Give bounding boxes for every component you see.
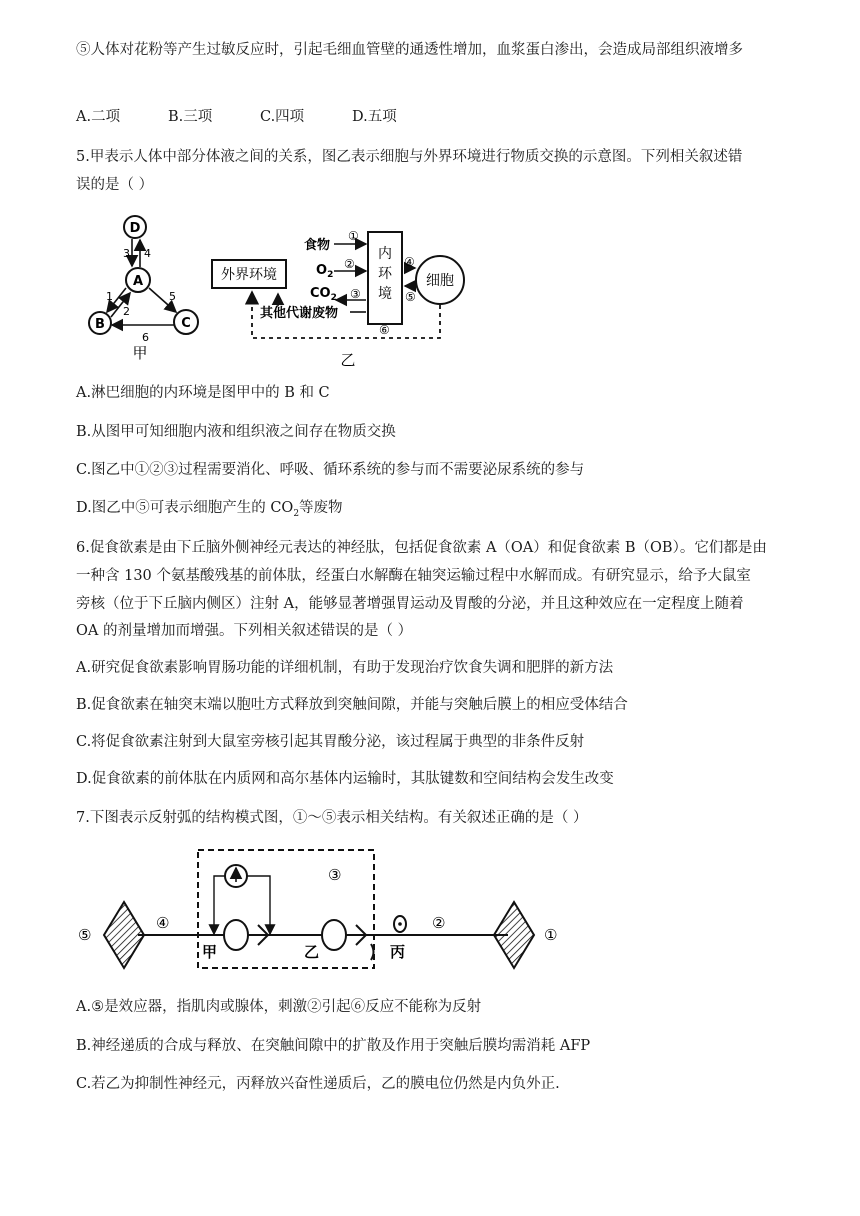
label-3: ③	[328, 866, 342, 884]
q5-stem-line-1: 5.甲表示人体中部分体液之间的关系，图乙表示细胞与外界环境进行物质交换的示意图。下列相关叙述错	[76, 149, 743, 165]
figure-jia-caption: 甲	[132, 344, 148, 362]
arrow-label-2: 2	[123, 305, 130, 318]
q6-stem-line-2: 一种含 130 个氨基酸残基的前体肽，经蛋白水解酶在轴突运输过程中水解而成。有研究显示，给予大鼠室	[76, 568, 751, 584]
q7-option-b: B.神经递质的合成与释放、在突触间隙中的扩散及作用于突触后膜均需消耗 AFP	[76, 1038, 591, 1054]
q7-option-c: C.若乙为抑制性神经元，丙释放兴奋性递质后，乙的膜电位仍然是内负外正.	[76, 1076, 560, 1092]
arrow-label-3: 3	[123, 247, 130, 260]
outer-environment-label: 外界环境	[221, 267, 277, 283]
node-b-label: B	[95, 317, 105, 332]
q6-stem-line-3: 旁核（位于下丘脑内侧区）注射 A，能够显著增强胃运动及胃酸的分泌，并且这种效应在一定程度上随着	[76, 596, 744, 612]
label-jia: 甲	[202, 943, 218, 961]
figure-yi-caption: 乙	[340, 351, 356, 369]
label-2: ②	[432, 914, 446, 932]
q7-stem: 7.下图表示反射弧的结构模式图，①～⑤表示相关结构。有关叙述正确的是（ ）	[76, 810, 588, 826]
label-1: ①	[544, 926, 558, 944]
label-yi: 乙	[304, 943, 320, 961]
waste-label: 其他代谢废物	[260, 306, 339, 321]
circled-1: ①	[348, 229, 359, 243]
q6-stem-line-4: OA 的剂量增加而增强。下列相关叙述错误的是（ ）	[76, 623, 413, 639]
q5-option-c: C.图乙中①②③过程需要消化、呼吸、循环系统的参与而不需要泌尿系统的参与	[76, 462, 585, 478]
q6-option-d: D.促食欲素的前体肽在内质网和高尔基体内运输时，其肽键数和空间结构会发生改变	[76, 771, 614, 787]
q4-item-5: ⑤人体对花粉等产生过敏反应时，引起毛细血管壁的通透性增加，血浆蛋白渗出，会造成局部组织液增多	[76, 42, 743, 58]
label-bing: 丙	[390, 943, 406, 961]
q6-option-c: C.将促食欲素注射到大鼠室旁核引起其胃酸分泌，该过程属于典型的非条件反射	[76, 734, 585, 750]
q7-option-a: A.⑤是效应器，指肌肉或腺体，刺激②引起⑥反应不能称为反射	[76, 999, 482, 1015]
effector-diamond	[104, 902, 144, 968]
q4-option-d: D.五项	[352, 109, 397, 125]
arrow-label-1: 1	[106, 290, 113, 303]
q4-option-b: B.三项	[168, 109, 213, 125]
circled-3: ③	[350, 287, 361, 301]
q6-stem-line-1: 6.促食欲素是由下丘脑外侧神经元表达的神经肽，包括促食欲素 A（OA）和促食欲素 B（OB）。它们都是由	[76, 540, 767, 556]
node-c-label: C	[181, 316, 191, 331]
circled-6: ⑥	[379, 323, 390, 337]
figure-yi	[208, 222, 472, 372]
internal-env-char-1: 内	[378, 246, 392, 262]
node-d-label: D	[129, 221, 141, 236]
q4-option-c: C.四项	[260, 109, 305, 125]
receptor-diamond	[494, 902, 534, 968]
central-box	[198, 850, 374, 968]
q5-option-d: D.图乙中⑤可表示细胞产生的 $CO_2$等废物	[76, 500, 343, 519]
arrow-label-6: 6	[142, 331, 149, 344]
o2-label: $O_2$	[316, 263, 334, 280]
q6-option-b: B.促食欲素在轴突末端以胞吐方式释放到突触间隙，并能与突触后膜上的相应受体结合	[76, 697, 628, 713]
arrow-label-5: 5	[169, 290, 176, 303]
q5-option-b: B.从图甲可知细胞内液和组织液之间存在物质交换	[76, 424, 396, 440]
internal-env-char-2: 环	[378, 266, 392, 282]
label-4: ④	[156, 914, 170, 932]
circled-4: ④	[404, 255, 415, 269]
figure-reflex-arc	[76, 840, 566, 975]
circled-2: ②	[344, 257, 355, 271]
neuron-body-2	[322, 920, 346, 950]
q4-option-a: A.二项	[76, 109, 121, 125]
figure-jia	[80, 210, 210, 365]
q6-option-a: A.研究促食欲素影响胃肠功能的详细机制，有助于发现治疗饮食失调和肥胖的新方法	[76, 660, 614, 676]
label-5: ⑤	[78, 926, 92, 944]
co2-label: $CO_2$	[310, 286, 337, 303]
arrow-label-4: 4	[144, 247, 151, 260]
food-label: 食物	[304, 238, 331, 253]
q4-options	[76, 107, 444, 127]
node-a-label: A	[132, 274, 144, 289]
circled-5: ⑤	[405, 290, 416, 304]
q5-stem-line-2: 误的是（ ）	[76, 177, 154, 193]
q5-option-a: A.淋巴细胞的内环境是图甲中的 B 和 C	[76, 385, 330, 401]
internal-env-char-3: 境	[378, 286, 392, 302]
neuron-body-1	[224, 920, 248, 950]
cell-label: 细胞	[426, 273, 454, 289]
